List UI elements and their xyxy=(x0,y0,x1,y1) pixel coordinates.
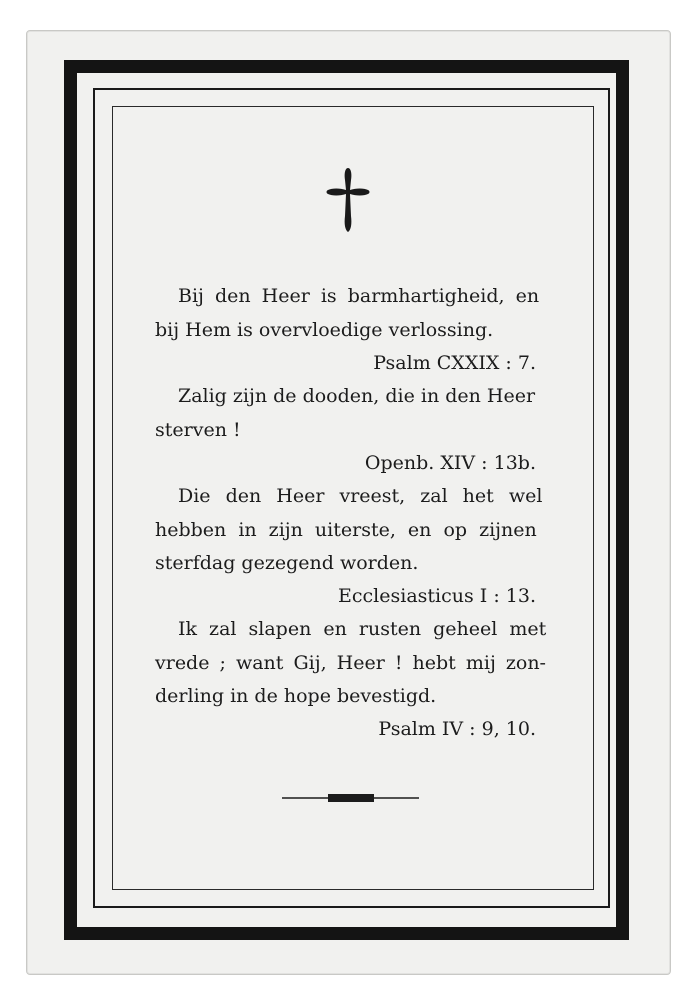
verse-line-3: Zalig zijn de dooden, die in den Heer xyxy=(178,385,536,407)
verse-line-6: hebben in zijn uiterste, en op zijnen xyxy=(155,519,537,541)
verse-line-7: sterfdag gezegend worden. xyxy=(155,552,419,574)
verse-line-2: bij Hem is overvloedige verlossing. xyxy=(155,319,494,341)
verse-line-1: Bij den Heer is barmhartigheid, en xyxy=(178,285,540,307)
reference-1: Psalm CXXIX : 7. xyxy=(373,352,536,374)
reference-2: Openb. XIV : 13b. xyxy=(364,452,536,474)
cross-icon xyxy=(324,166,372,234)
verse-line-8: Ik zal slapen en rusten geheel met xyxy=(178,618,547,640)
verse-line-4: sterven ! xyxy=(155,419,241,441)
verse-line-10: derling in de hope bevestigd. xyxy=(155,685,437,707)
verse-line-9: vrede ; want Gij, Heer ! hebt mij zon- xyxy=(155,652,546,674)
reference-3: Ecclesiasticus I : 13. xyxy=(338,585,536,607)
ornamental-divider-icon xyxy=(282,792,419,804)
reference-4: Psalm IV : 9, 10. xyxy=(378,718,536,740)
verse-line-5: Die den Heer vreest, zal het wel xyxy=(178,485,543,507)
